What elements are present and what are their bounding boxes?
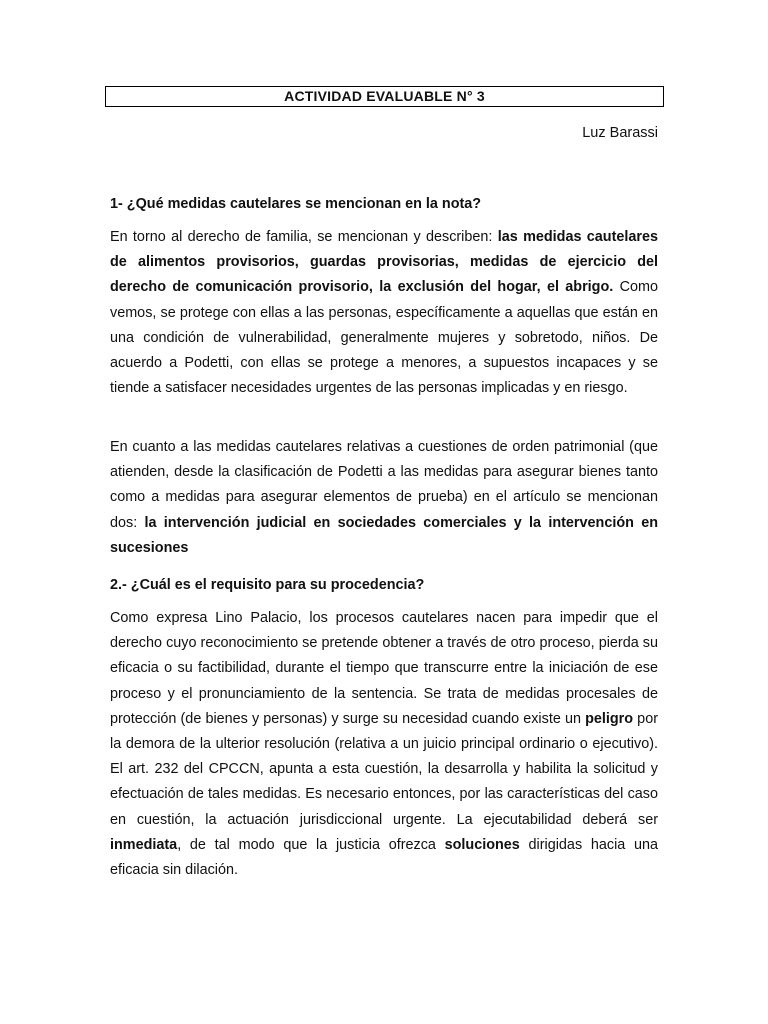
text-span: por la demora de la ulterior resolución (relativa a un juicio principal ordinario o ejecutivo). El art. 232 del CPCCN, apunta a esta cuestión, la desarrolla y habilita la solicitud y efectuación de tales medidas. Es necesario entonces, por las características del caso en cuestión, la actuación jurisdiccional urgente. La ejecutabilidad deberá ser xyxy=(110,710,658,828)
question-1-heading: 1- ¿Qué medidas cautelares se mencionan en la nota? xyxy=(110,196,482,212)
answer-1-paragraph-2 xyxy=(110,435,658,561)
text-span: En torno al derecho de familia, se mencionan y describen: xyxy=(110,229,498,245)
text-span: Como expresa Lino Palacio, los procesos cautelares nacen para impedir que el derecho cuyo reconocimiento se pretende obtener a través de otro proceso, pierda su eficacia o su factibilidad, durante el tiempo que transcurre entre la iniciación de ese proceso y el pronunciamiento de la sentencia. Se trata de medidas procesales de protección (de bienes y personas) y surge su necesidad cuando existe un xyxy=(110,610,658,727)
bold-span: soluciones xyxy=(444,836,520,853)
answer-2-paragraph xyxy=(110,606,658,883)
bold-span: la intervención judicial en sociedades comerciales y la intervención en sucesiones xyxy=(110,514,658,556)
bold-span: inmediata xyxy=(110,836,178,853)
question-2-heading: 2.- ¿Cuál es el requisito para su procedencia? xyxy=(110,577,425,593)
bold-span: peligro xyxy=(585,710,634,727)
text-span: dirigidas hacia una eficacia sin dilación. xyxy=(110,836,659,879)
author-name: Luz Barassi xyxy=(582,125,658,141)
answer-1-paragraph-1 xyxy=(110,225,658,401)
document-title: ACTIVIDAD EVALUABLE N° 3 xyxy=(105,86,664,107)
bold-span: las medidas cautelares de alimentos provisorios, guardas provisorias, medidas de ejercicio del derecho de comunicación provisorio, la exclusión del hogar, el abrigo. xyxy=(110,229,658,296)
text-span: , de tal modo que la justicia ofrezca xyxy=(177,836,445,853)
text-span: Como vemos, se protege con ellas a las personas, específicamente a aquellas que están en una condición de vulnerabilidad, generalmente mujeres y sobretodo, niños. De acuerdo a Podetti, con ellas se protege a menores, a supuestos incapaces y se tiende a satisfacer necesidades urgentes de las personas implicadas y en riesgo. xyxy=(110,279,658,397)
text-span: En cuanto a las medidas cautelares relativas a cuestiones de orden patrimonial (que atienden, desde la clasificación de Podetti a las medidas para asegurar bienes tanto como a medidas para asegurar elementos de prueba) en el artículo se mencionan dos: xyxy=(110,439,658,531)
